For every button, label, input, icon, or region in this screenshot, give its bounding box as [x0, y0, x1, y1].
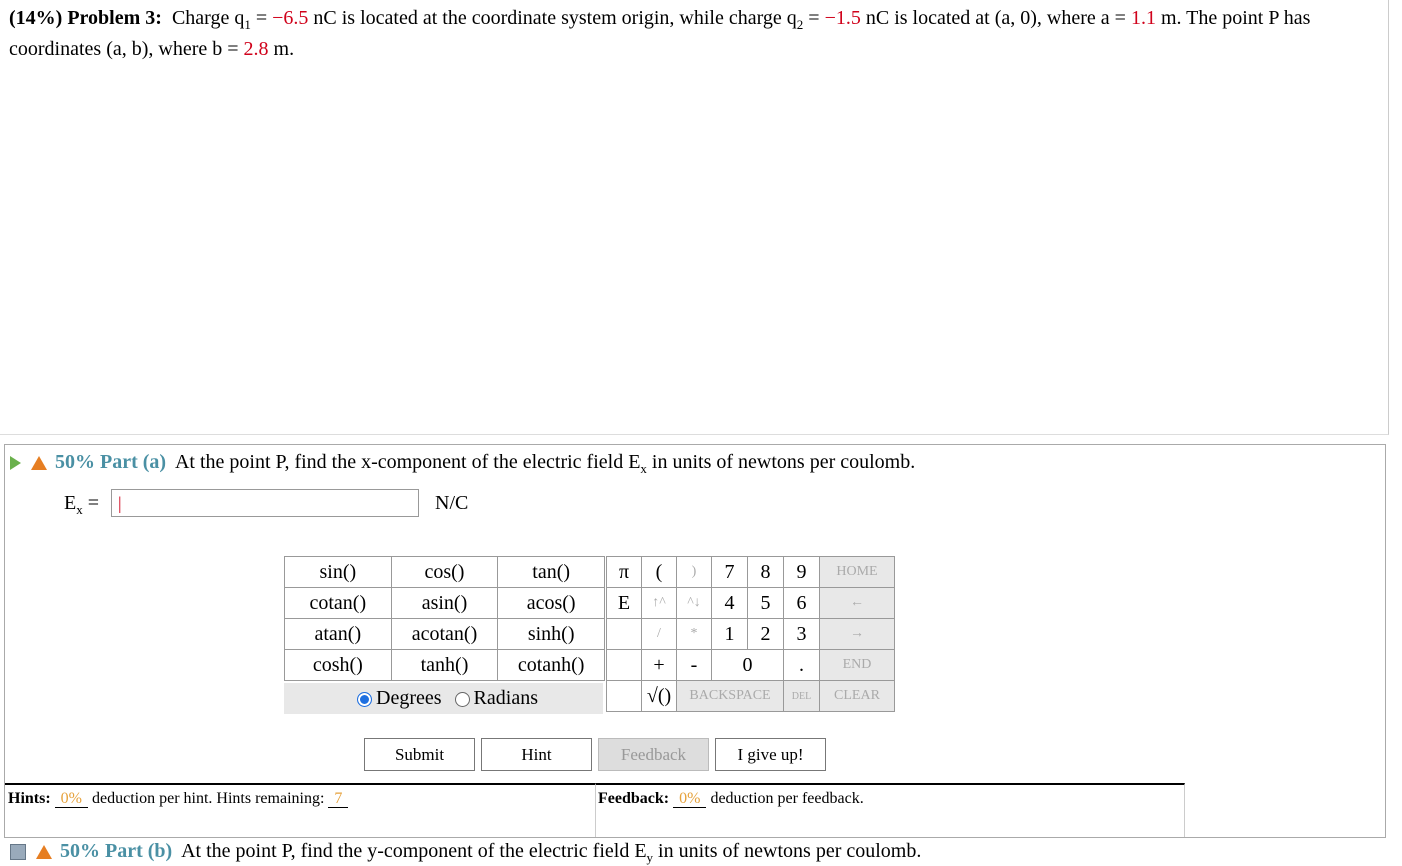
problem-label: Problem 3:	[67, 7, 162, 29]
answer-unit: N/C	[435, 492, 469, 514]
feedback-deduction: 0%	[673, 790, 706, 808]
key-sin[interactable]: sin()	[285, 557, 392, 588]
key-tanh[interactable]: tanh()	[391, 650, 498, 681]
key-atan[interactable]: atan()	[285, 619, 392, 650]
problem-statement: (14%) Problem 3: Charge $q_1 = -6.5$ nC is located at the coordinate system origin, while charge $q_2 = -1.5$ nC is located at (a, 0), where a = 1.1 m. The point P has coordinates (a, b), where b = 2.8 m.	[9, 7, 1311, 60]
degrees-label: Degrees	[376, 687, 442, 709]
hints-remaining: 7	[328, 790, 348, 808]
key-cotanh[interactable]: cotanh()	[498, 650, 605, 681]
expand-arrow-icon[interactable]	[10, 456, 21, 470]
key-open-paren[interactable]: (	[642, 557, 677, 588]
key-6[interactable]: 6	[784, 588, 820, 619]
key-home[interactable]: HOME	[820, 557, 895, 588]
part-a-header: 50% Part (a) At the point P, find the x-component of the electric field $E_x$ in units of newtons per coulomb.	[10, 449, 915, 482]
function-keypad	[284, 556, 605, 681]
problem-weight: (14%)	[9, 7, 63, 29]
key-acotan[interactable]: acotan()	[391, 619, 498, 650]
key-end[interactable]: END	[820, 650, 895, 681]
key-backspace[interactable]: BACKSPACE	[677, 681, 784, 712]
key-8[interactable]: 8	[748, 557, 784, 588]
problem-frame	[0, 0, 1389, 435]
part-a-title: 50% Part (a)	[55, 451, 167, 473]
feedback-button[interactable]: Feedback	[598, 738, 709, 771]
submit-button[interactable]: Submit	[364, 738, 475, 771]
key-dot[interactable]: .	[784, 650, 820, 681]
key-1[interactable]: 1	[712, 619, 748, 650]
key-5[interactable]: 5	[748, 588, 784, 619]
angle-mode-group	[284, 683, 603, 714]
key-del[interactable]: DEL	[784, 681, 820, 712]
warning-icon	[36, 845, 52, 859]
key-9[interactable]: 9	[784, 557, 820, 588]
answer-label: $E_x$ =	[64, 492, 99, 517]
key-multiply[interactable]: *	[677, 619, 712, 650]
key-clear[interactable]: CLEAR	[820, 681, 895, 712]
hints-status: Hints: 0% deduction per hint. Hints remaining: 7	[5, 783, 596, 837]
radians-radio[interactable]	[455, 692, 470, 707]
key-down[interactable]: ^↓	[677, 588, 712, 619]
part-b-header[interactable]: 50% Part (b) At the point P, find the y-component of the electric field $E_y$ in units of newtons per coulomb.	[10, 840, 921, 866]
b-value: 2.8	[243, 38, 269, 60]
radians-label: Radians	[473, 687, 538, 709]
hint-button[interactable]: Hint	[481, 738, 592, 771]
key-3[interactable]: 3	[784, 619, 820, 650]
key-pi[interactable]: π	[607, 557, 642, 588]
q2-value: −1.5	[824, 7, 861, 29]
warning-icon	[31, 456, 47, 470]
key-divide[interactable]: /	[642, 619, 677, 650]
collapsed-part-icon[interactable]	[10, 844, 26, 860]
key-asin[interactable]: asin()	[391, 588, 498, 619]
number-keypad	[606, 556, 895, 712]
key-sqrt[interactable]: √()	[642, 681, 677, 712]
key-4[interactable]: 4	[712, 588, 748, 619]
hints-deduction: 0%	[55, 790, 88, 808]
key-sinh[interactable]: sinh()	[498, 619, 605, 650]
key-close-paren[interactable]: )	[677, 557, 712, 588]
key-plus[interactable]: +	[642, 650, 677, 681]
key-2[interactable]: 2	[748, 619, 784, 650]
key-cosh[interactable]: cosh()	[285, 650, 392, 681]
key-cos[interactable]: cos()	[391, 557, 498, 588]
key-e[interactable]: E	[607, 588, 642, 619]
feedback-status: Feedback: 0% deduction per feedback.	[596, 783, 1185, 837]
a-value: 1.1	[1130, 7, 1156, 29]
key-tan[interactable]: tan()	[498, 557, 605, 588]
key-acos[interactable]: acos()	[498, 588, 605, 619]
degrees-radio[interactable]	[357, 692, 372, 707]
key-minus[interactable]: -	[677, 650, 712, 681]
answer-input[interactable]	[111, 489, 419, 517]
key-right-arrow[interactable]: →	[820, 619, 895, 650]
key-left-arrow[interactable]: ←	[820, 588, 895, 619]
key-0[interactable]: 0	[712, 650, 784, 681]
key-7[interactable]: 7	[712, 557, 748, 588]
key-up[interactable]: ↑^	[642, 588, 677, 619]
key-cotan[interactable]: cotan()	[285, 588, 392, 619]
part-b-title: 50% Part (b)	[60, 840, 173, 862]
give-up-button[interactable]: I give up!	[715, 738, 826, 771]
q1-value: −6.5	[272, 7, 309, 29]
